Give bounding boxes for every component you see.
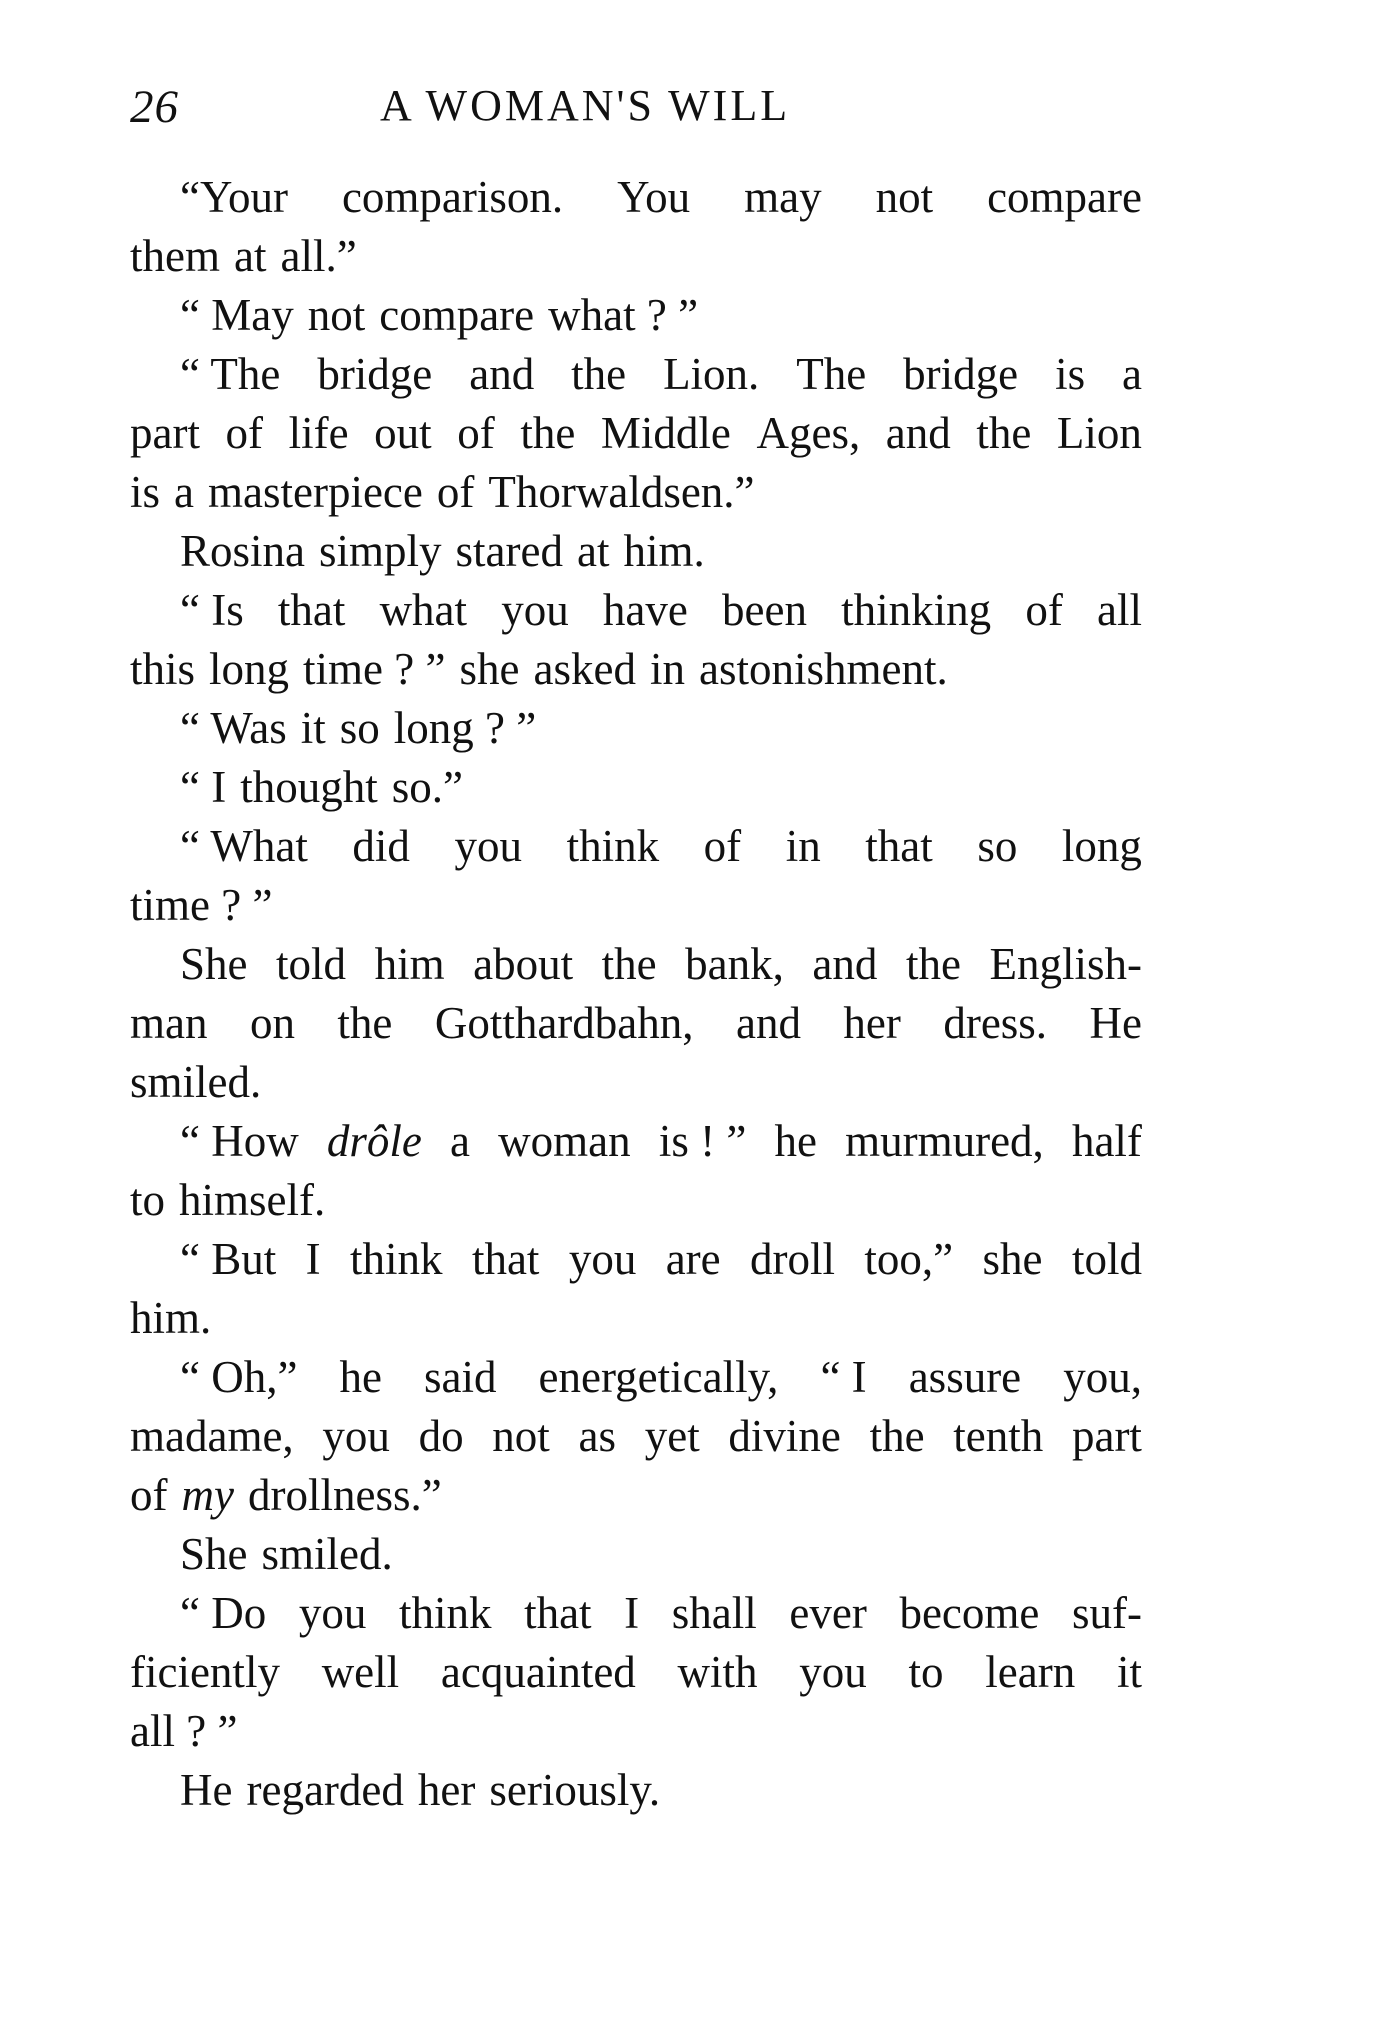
text-line: [130, 1112, 1142, 1171]
word: the: [601, 939, 657, 989]
word: Ages,: [756, 408, 861, 458]
word: droll: [750, 1234, 836, 1284]
word: so: [977, 821, 1018, 871]
word: the: [520, 408, 576, 458]
word: think: [398, 1588, 492, 1638]
text-line: [130, 1643, 1142, 1702]
word: not: [492, 1411, 550, 1461]
word: compare: [379, 290, 535, 340]
word: it: [300, 703, 326, 753]
word: may: [744, 172, 822, 222]
word: you,: [1063, 1352, 1142, 1402]
text-line: [130, 758, 1142, 817]
word: “ May: [180, 290, 294, 340]
text-line: [130, 1348, 1142, 1407]
word: part: [130, 408, 200, 458]
word: them: [130, 231, 220, 281]
word: tenth: [953, 1411, 1044, 1461]
word: madame,: [130, 1411, 294, 1461]
word: long ? ”: [393, 703, 537, 753]
text-line: [130, 1702, 1142, 1761]
word: that: [524, 1588, 592, 1638]
word: he: [774, 1116, 817, 1166]
word: masterpiece: [208, 467, 423, 517]
word: ficiently: [130, 1647, 280, 1697]
running-title: A WOMAN'S WILL: [380, 81, 791, 130]
word: Gotthardbahn,: [434, 998, 694, 1048]
word: bank,: [685, 939, 784, 989]
text-line: [130, 640, 1142, 699]
word: thinking: [841, 585, 992, 635]
word: is: [130, 467, 161, 517]
word: in: [649, 644, 685, 694]
body-text: [130, 168, 1142, 1820]
word: is: [1055, 349, 1086, 399]
word: bridge: [903, 349, 1019, 399]
text-line: [130, 1230, 1142, 1289]
word: acquainted: [440, 1647, 636, 1697]
word: divine: [728, 1411, 841, 1461]
text-line: [130, 1525, 1142, 1584]
word: energetically,: [538, 1352, 779, 1402]
word: him.: [130, 1293, 212, 1343]
word: that: [471, 1234, 540, 1284]
text-line: [130, 522, 1142, 581]
word: regarded: [246, 1765, 404, 1815]
word: drôle: [326, 1116, 422, 1166]
word: “ Oh,”: [180, 1352, 298, 1402]
text-line: [130, 463, 1142, 522]
word: of: [703, 821, 742, 871]
word: Lion.: [663, 349, 760, 399]
word: He: [1089, 998, 1142, 1048]
word: with: [677, 1647, 758, 1697]
word: to: [908, 1647, 944, 1697]
word: a: [174, 467, 194, 517]
word: the: [869, 1411, 925, 1461]
word: stared: [455, 526, 563, 576]
word: shall: [671, 1588, 757, 1638]
word: “ Is: [180, 585, 244, 635]
word: told: [276, 939, 347, 989]
word: I: [624, 1588, 640, 1638]
word: “ How: [180, 1116, 299, 1166]
word: She: [180, 939, 248, 989]
word: you: [568, 1234, 637, 1284]
word: the: [976, 408, 1032, 458]
page-number: 26: [130, 81, 179, 133]
text-line: [130, 699, 1142, 758]
word: man: [130, 998, 208, 1048]
word: and: [469, 349, 535, 399]
word: the: [905, 939, 961, 989]
word: of: [1025, 585, 1063, 635]
word: have: [602, 585, 688, 635]
word: assure: [908, 1352, 1022, 1402]
word: time ? ”: [130, 880, 273, 930]
word: so.”: [391, 762, 463, 812]
word: and: [812, 939, 878, 989]
word: “ But: [180, 1234, 277, 1284]
word: learn: [985, 1647, 1076, 1697]
text-line: [130, 1761, 1142, 1820]
text-line: [130, 1584, 1142, 1643]
word: the: [571, 349, 627, 399]
text-line: [130, 1407, 1142, 1466]
word: seriously.: [489, 1765, 661, 1815]
word: part: [1071, 1411, 1142, 1461]
text-line: [130, 168, 1142, 227]
word: He: [180, 1765, 233, 1815]
word: asked: [533, 644, 636, 694]
word: She: [180, 1529, 248, 1579]
word: “ Do: [180, 1588, 267, 1638]
word: been: [722, 585, 807, 635]
word: her: [843, 998, 901, 1048]
text-line: [130, 286, 1142, 345]
word: comparison.: [341, 172, 564, 222]
word: “ I: [180, 762, 227, 812]
word: of: [225, 408, 264, 458]
word: all ? ”: [130, 1706, 238, 1756]
word: Thorwaldsen.”: [488, 467, 755, 517]
word: You: [617, 172, 691, 222]
word: said: [424, 1352, 497, 1402]
word: too,”: [864, 1234, 954, 1284]
word: half: [1071, 1116, 1142, 1166]
word: simply: [319, 526, 442, 576]
word: to: [130, 1175, 166, 1225]
word: my: [181, 1470, 234, 1520]
word: what ? ”: [548, 290, 699, 340]
text-line: [130, 581, 1142, 640]
word: that: [865, 821, 933, 871]
word: about: [473, 939, 574, 989]
word: him: [374, 939, 445, 989]
word: “Your: [180, 172, 288, 222]
text-line: [130, 817, 1142, 876]
word: “ I: [820, 1352, 867, 1402]
word: told: [1071, 1234, 1142, 1284]
word: time ? ”: [303, 644, 446, 694]
text-line: [130, 994, 1142, 1053]
word: it: [1116, 1647, 1142, 1697]
word: suf-: [1071, 1588, 1142, 1638]
word: a: [1122, 349, 1142, 399]
word: you: [799, 1647, 867, 1697]
text-line: [130, 1466, 1142, 1525]
word: thought: [240, 762, 378, 812]
word: I: [305, 1234, 321, 1284]
word: are: [665, 1234, 721, 1284]
word: him.: [623, 526, 705, 576]
word: woman: [498, 1116, 631, 1166]
word: the: [337, 998, 393, 1048]
word: well: [321, 1647, 400, 1697]
text-line: [130, 345, 1142, 404]
word: astonishment.: [698, 644, 948, 694]
word: so: [339, 703, 380, 753]
word: ever: [789, 1588, 867, 1638]
word: of: [130, 1470, 168, 1520]
word: Lion: [1056, 408, 1142, 458]
word: think: [566, 821, 660, 871]
word: you: [501, 585, 569, 635]
word: bridge: [317, 349, 433, 399]
word: you: [454, 821, 522, 871]
word: yet: [644, 1411, 700, 1461]
text-line: [130, 227, 1142, 286]
word: in: [785, 821, 821, 871]
word: she: [459, 644, 520, 694]
word: smiled.: [261, 1529, 393, 1579]
word: not: [307, 290, 366, 340]
word: out: [374, 408, 432, 458]
word: The: [796, 349, 867, 399]
word: dress.: [943, 998, 1048, 1048]
word: Middle: [600, 408, 731, 458]
word: a: [450, 1116, 471, 1166]
word: drollness.”: [247, 1470, 442, 1520]
word: that: [277, 585, 346, 635]
word: do: [418, 1411, 464, 1461]
word: did: [352, 821, 410, 871]
word: you: [298, 1588, 367, 1638]
word: and: [735, 998, 801, 1048]
word: she: [982, 1234, 1043, 1284]
word: life: [288, 408, 349, 458]
word: long: [1061, 821, 1142, 871]
text-line: [130, 1053, 1142, 1112]
word: “ The: [180, 349, 281, 399]
word: smiled.: [130, 1057, 262, 1107]
word: “ Was: [180, 703, 287, 753]
word: at: [233, 231, 267, 281]
text-line: [130, 876, 1142, 935]
word: and: [885, 408, 951, 458]
word: at: [577, 526, 610, 576]
word: long: [209, 644, 290, 694]
word: murmured,: [845, 1116, 1044, 1166]
word: not: [875, 172, 934, 222]
word: is ! ”: [658, 1116, 747, 1166]
word: become: [899, 1588, 1040, 1638]
word: of: [457, 408, 495, 458]
word: all.”: [280, 231, 357, 281]
word: this: [130, 644, 196, 694]
word: as: [578, 1411, 617, 1461]
word: of: [436, 467, 475, 517]
word: you: [322, 1411, 390, 1461]
word: “ What: [180, 821, 308, 871]
text-line: [130, 1171, 1142, 1230]
word: compare: [987, 172, 1142, 222]
running-head: [130, 80, 1140, 140]
word: Rosina: [180, 526, 306, 576]
text-line: [130, 935, 1142, 994]
text-line: [130, 1289, 1142, 1348]
text-line: [130, 404, 1142, 463]
word: he: [339, 1352, 382, 1402]
word: what: [379, 585, 468, 635]
word: on: [249, 998, 295, 1048]
word: think: [350, 1234, 443, 1284]
word: her: [417, 1765, 476, 1815]
word: himself.: [179, 1175, 326, 1225]
word: all: [1097, 585, 1142, 635]
word: English-: [989, 939, 1142, 989]
